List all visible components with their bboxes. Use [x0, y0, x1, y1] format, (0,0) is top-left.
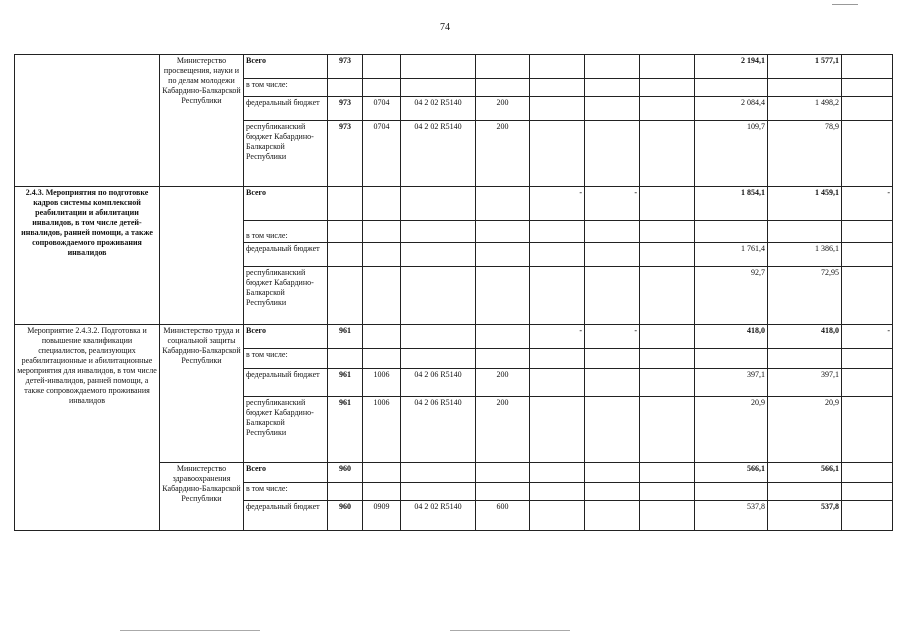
- value-2019: 397,1: [695, 369, 768, 397]
- vr-cell: 200: [476, 121, 530, 187]
- grbs-cell: 973: [328, 121, 363, 187]
- source-federal-label: федеральный бюджет: [244, 369, 328, 397]
- grbs-cell: 961: [328, 397, 363, 463]
- source-total-label: Всего: [244, 325, 328, 349]
- bottom-edge-mark: [450, 630, 570, 631]
- budget-table: [14, 54, 893, 531]
- value-2020: 20,9: [768, 397, 842, 463]
- value-2020: 566,1: [768, 463, 842, 483]
- top-edge-mark: [832, 4, 858, 5]
- responsible-cell: Министерство просвещения, науки и по делам молодежи Кабардино-Балкарской Республики: [160, 55, 244, 187]
- value-2020: 418,0: [768, 325, 842, 349]
- value-2019: 566,1: [695, 463, 768, 483]
- value-2021: -: [842, 187, 893, 221]
- responsible-cell: Министерство труда и социальной защиты Кабардино-Балкарской Республики: [160, 325, 244, 463]
- page-number: 74: [440, 22, 450, 33]
- source-incl-label: в том числе:: [244, 79, 328, 97]
- value-2019: 537,8: [695, 501, 768, 531]
- grbs-cell: 960: [328, 463, 363, 483]
- value-2019: 418,0: [695, 325, 768, 349]
- csr-cell: 04 2 06 R5140: [401, 397, 476, 463]
- value-2020: 72,95: [768, 267, 842, 325]
- value-2021: -: [842, 325, 893, 349]
- grbs-cell: 960: [328, 501, 363, 531]
- source-total-label: Всего: [244, 463, 328, 483]
- vr-cell: 200: [476, 97, 530, 121]
- csr-cell: 04 2 02 R5140: [401, 97, 476, 121]
- vr-cell: 200: [476, 397, 530, 463]
- source-regional-label: республиканский бюджет Кабардино-Балкарской Республики: [244, 267, 328, 325]
- source-incl-label: в том числе:: [244, 221, 328, 243]
- rzpr-cell: 0704: [363, 121, 401, 187]
- rzpr-cell: 1006: [363, 397, 401, 463]
- value-2019: 1 761,4: [695, 243, 768, 267]
- source-regional-label: республиканский бюджет Кабардино-Балкарской Республики: [244, 121, 328, 187]
- source-total-label: Всего: [244, 55, 328, 79]
- source-federal-label: федеральный бюджет: [244, 501, 328, 531]
- value-2020: 1 386,1: [768, 243, 842, 267]
- responsible-cell: [160, 187, 244, 325]
- csr-cell: 04 2 06 R5140: [401, 369, 476, 397]
- rzpr-cell: 1006: [363, 369, 401, 397]
- csr-cell: 04 2 02 R5140: [401, 501, 476, 531]
- value-2020: 1 498,2: [768, 97, 842, 121]
- bottom-edge-mark: [120, 630, 260, 631]
- measure-name-cell: 2.4.3. Мероприятия по подготовке кадров системы комплексной реабилитации и абилитации инвалидов, в том числе детей-инвалидов, ранней помощи, а также сопровождаемого проживания инвалидов: [15, 187, 160, 325]
- value-2017: -: [530, 187, 585, 221]
- responsible-cell: Министерство здравоохранения Кабардино-Балкарской Республики: [160, 463, 244, 531]
- value-2019: 2 084,4: [695, 97, 768, 121]
- source-federal-label: федеральный бюджет: [244, 97, 328, 121]
- vr-cell: 200: [476, 369, 530, 397]
- table-row: [15, 325, 893, 349]
- value-2017: -: [530, 325, 585, 349]
- csr-cell: 04 2 02 R5140: [401, 121, 476, 187]
- rzpr-cell: 0704: [363, 97, 401, 121]
- vr-cell: 600: [476, 501, 530, 531]
- table-row: [15, 55, 893, 79]
- value-2018: -: [585, 325, 640, 349]
- source-incl-label: в том числе:: [244, 483, 328, 501]
- source-total-label: Всего: [244, 187, 328, 221]
- value-2018: -: [585, 187, 640, 221]
- source-federal-label: федеральный бюджет: [244, 243, 328, 267]
- value-2020: 397,1: [768, 369, 842, 397]
- value-2019: 1 854,1: [695, 187, 768, 221]
- value-2020: 537,8: [768, 501, 842, 531]
- grbs-cell: 961: [328, 369, 363, 397]
- measure-name-cell: Мероприятие 2.4.3.2. Подготовка и повышение квалификации специалистов, реализующих реабилитационные и абилитационные мероприятия для инвалидов, в том числе детей-инвалидов, ранней помощи, а также сопровождаемого проживания инвалидов: [15, 325, 160, 531]
- value-2019: 109,7: [695, 121, 768, 187]
- grbs-cell: 973: [328, 55, 363, 79]
- value-2019: 20,9: [695, 397, 768, 463]
- grbs-cell: 961: [328, 325, 363, 349]
- value-2020: 1 459,1: [768, 187, 842, 221]
- value-2020: 78,9: [768, 121, 842, 187]
- source-incl-label: в том числе:: [244, 349, 328, 369]
- value-2020: 1 577,1: [768, 55, 842, 79]
- value-2019: 2 194,1: [695, 55, 768, 79]
- source-regional-label: республиканский бюджет Кабардино-Балкарской Республики: [244, 397, 328, 463]
- measure-name-cell: [15, 55, 160, 187]
- rzpr-cell: 0909: [363, 501, 401, 531]
- value-2019: 92,7: [695, 267, 768, 325]
- grbs-cell: 973: [328, 97, 363, 121]
- table-row: [15, 187, 893, 221]
